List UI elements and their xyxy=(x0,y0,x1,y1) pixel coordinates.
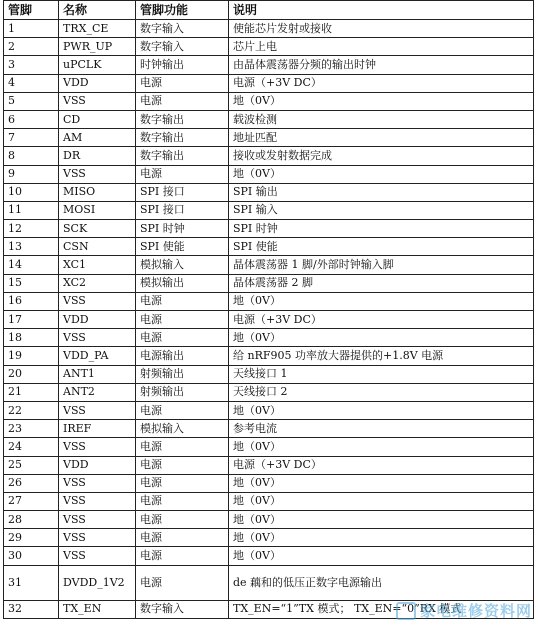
pin-number-cell: 24 xyxy=(4,438,59,456)
pin-number-cell: 13 xyxy=(4,238,59,256)
pin-function-cell: 电源 xyxy=(136,329,229,347)
pin-description-cell: 接收或发射数据完成 xyxy=(229,147,534,165)
pin-function-cell: 电源 xyxy=(136,438,229,456)
pin-description-cell: 地（0V） xyxy=(229,401,534,419)
table-row xyxy=(4,20,534,38)
pin-function-cell: 电源 xyxy=(136,311,229,329)
pin-number-cell: 16 xyxy=(4,292,59,310)
table-row xyxy=(4,456,534,474)
pin-name-cell: CD xyxy=(59,110,136,128)
pin-description-cell: 晶体震荡器 1 脚/外部时钟输入脚 xyxy=(229,256,534,274)
pin-number-cell: 23 xyxy=(4,420,59,438)
pin-number-cell: 1 xyxy=(4,20,59,38)
pin-number-cell: 5 xyxy=(4,92,59,110)
pin-description-cell: 地址匹配 xyxy=(229,129,534,147)
pin-function-cell: 数字输出 xyxy=(136,110,229,128)
pin-description-cell: de 藕和的低压正数字电源输出 xyxy=(229,565,534,600)
table-row xyxy=(4,38,534,56)
watermark-text: 家电维修资料网 xyxy=(419,602,532,620)
pin-function-cell: 电源 xyxy=(136,511,229,529)
pin-function-cell: 射频输出 xyxy=(136,365,229,383)
pin-description-cell: 给 nRF905 功率放大器提供的+1.8V 电源 xyxy=(229,347,534,365)
pin-number-cell: 9 xyxy=(4,165,59,183)
pin-description-cell: 地（0V） xyxy=(229,292,534,310)
pin-description-cell: 使能芯片发射或接收 xyxy=(229,20,534,38)
pin-name-cell: ANT2 xyxy=(59,383,136,401)
pin-function-cell: 数字输入 xyxy=(136,20,229,38)
pin-name-cell: SCK xyxy=(59,220,136,238)
pin-function-cell: 数字输入 xyxy=(136,38,229,56)
pin-name-cell: DR xyxy=(59,147,136,165)
pin-description-cell: SPI 使能 xyxy=(229,238,534,256)
pin-name-cell: VSS xyxy=(59,92,136,110)
pin-name-cell: VDD xyxy=(59,74,136,92)
pin-name-cell: VDD_PA xyxy=(59,347,136,365)
pin-function-cell: 电源 xyxy=(136,92,229,110)
pin-function-cell: 电源 xyxy=(136,565,229,600)
header-pin: 管脚 xyxy=(4,1,59,20)
pin-name-cell: uPCLK xyxy=(59,56,136,74)
pin-function-cell: SPI 接口 xyxy=(136,201,229,219)
table-row xyxy=(4,110,534,128)
pin-description-cell: 芯片上电 xyxy=(229,38,534,56)
pin-description-cell: TX_EN=“1”TX 模式； TX_EN=“0”RX 模式 xyxy=(229,600,534,618)
table-row xyxy=(4,165,534,183)
pin-number-cell: 25 xyxy=(4,456,59,474)
table-row xyxy=(4,274,534,292)
pin-description-cell: 载波检测 xyxy=(229,110,534,128)
pin-description-cell: 地（0V） xyxy=(229,529,534,547)
pin-name-cell: VDD xyxy=(59,456,136,474)
pin-function-cell: SPI 接口 xyxy=(136,183,229,201)
table-row xyxy=(4,220,534,238)
header-name: 名称 xyxy=(59,1,136,20)
pin-name-cell: CSN xyxy=(59,238,136,256)
pin-name-cell: ANT1 xyxy=(59,365,136,383)
table-row xyxy=(4,56,534,74)
pin-number-cell: 10 xyxy=(4,183,59,201)
pin-number-cell: 20 xyxy=(4,365,59,383)
pin-function-cell: SPI 使能 xyxy=(136,238,229,256)
pin-number-cell: 11 xyxy=(4,201,59,219)
pin-name-cell: VSS xyxy=(59,547,136,565)
pin-function-cell: 数字输出 xyxy=(136,147,229,165)
pin-description-cell: 地（0V） xyxy=(229,474,534,492)
pin-function-cell: 电源 xyxy=(136,401,229,419)
pin-function-cell: 电源 xyxy=(136,165,229,183)
table-row xyxy=(4,474,534,492)
pin-number-cell: 2 xyxy=(4,38,59,56)
table-row xyxy=(4,238,534,256)
table-row xyxy=(4,529,534,547)
pin-description-cell: 电源（+3V DC） xyxy=(229,456,534,474)
pin-number-cell: 31 xyxy=(4,565,59,600)
pin-name-cell: AM xyxy=(59,129,136,147)
pin-number-cell: 3 xyxy=(4,56,59,74)
table-row xyxy=(4,511,534,529)
pin-function-cell: 电源 xyxy=(136,492,229,510)
pin-name-cell: MOSI xyxy=(59,201,136,219)
table-row xyxy=(4,74,534,92)
table-row xyxy=(4,492,534,510)
pin-function-cell: 模拟输出 xyxy=(136,274,229,292)
pin-name-cell: VSS xyxy=(59,438,136,456)
pin-description-cell: SPI 输出 xyxy=(229,183,534,201)
table-row xyxy=(4,201,534,219)
table-row xyxy=(4,329,534,347)
table-row xyxy=(4,183,534,201)
pin-number-cell: 22 xyxy=(4,401,59,419)
pin-name-cell: VSS xyxy=(59,511,136,529)
pin-function-cell: 模拟输入 xyxy=(136,420,229,438)
pin-function-cell: 电源 xyxy=(136,456,229,474)
pin-number-cell: 29 xyxy=(4,529,59,547)
pin-number-cell: 15 xyxy=(4,274,59,292)
table-row xyxy=(4,383,534,401)
pin-number-cell: 12 xyxy=(4,220,59,238)
pin-description-cell: 电源（+3V DC） xyxy=(229,74,534,92)
pin-function-cell: 电源 xyxy=(136,474,229,492)
pin-description-cell: 地（0V） xyxy=(229,165,534,183)
pin-number-cell: 32 xyxy=(4,600,59,618)
pin-number-cell: 8 xyxy=(4,147,59,165)
pin-description-cell: 晶体震荡器 2 脚 xyxy=(229,274,534,292)
pin-function-cell: SPI 时钟 xyxy=(136,220,229,238)
pin-number-cell: 6 xyxy=(4,110,59,128)
pin-description-cell: 天线接口 2 xyxy=(229,383,534,401)
pin-description-cell: 天线接口 1 xyxy=(229,365,534,383)
pin-function-cell: 数字输入 xyxy=(136,600,229,618)
header-description: 说明 xyxy=(229,1,534,20)
pin-name-cell: VSS xyxy=(59,329,136,347)
pin-function-cell: 电源 xyxy=(136,547,229,565)
pin-description-cell: 地（0V） xyxy=(229,492,534,510)
pin-name-cell: XC2 xyxy=(59,274,136,292)
pin-function-cell: 模拟输入 xyxy=(136,256,229,274)
pin-name-cell: VSS xyxy=(59,401,136,419)
pin-name-cell: XC1 xyxy=(59,256,136,274)
table-row xyxy=(4,311,534,329)
watermark xyxy=(396,600,532,621)
pin-function-cell: 时钟输出 xyxy=(136,56,229,74)
watermark-logo-icon xyxy=(396,602,416,620)
pin-number-cell: 14 xyxy=(4,256,59,274)
table-row xyxy=(4,438,534,456)
pin-name-cell: VSS xyxy=(59,529,136,547)
table-row xyxy=(4,365,534,383)
table-row xyxy=(4,547,534,565)
pin-name-cell: TX_EN xyxy=(59,600,136,618)
pin-number-cell: 28 xyxy=(4,511,59,529)
pin-number-cell: 26 xyxy=(4,474,59,492)
pin-name-cell: VSS xyxy=(59,474,136,492)
pin-table xyxy=(3,0,534,619)
pin-function-cell: 射频输出 xyxy=(136,383,229,401)
pin-name-cell: VSS xyxy=(59,165,136,183)
table-row xyxy=(4,129,534,147)
pin-number-cell: 21 xyxy=(4,383,59,401)
pin-function-cell: 数字输出 xyxy=(136,129,229,147)
table-row xyxy=(4,347,534,365)
pin-description-cell: 参考电流 xyxy=(229,420,534,438)
pin-description-cell: 地（0V） xyxy=(229,329,534,347)
header-row xyxy=(4,1,534,20)
pin-description-cell: 电源（+3V DC） xyxy=(229,311,534,329)
pin-function-cell: 电源 xyxy=(136,292,229,310)
table-row xyxy=(4,292,534,310)
pin-name-cell: VSS xyxy=(59,292,136,310)
pin-description-cell: 地（0V） xyxy=(229,547,534,565)
header-function: 管脚功能 xyxy=(136,1,229,20)
pin-description-cell: SPI 时钟 xyxy=(229,220,534,238)
pin-number-cell: 19 xyxy=(4,347,59,365)
pin-number-cell: 4 xyxy=(4,74,59,92)
pin-table-body xyxy=(4,20,534,619)
pin-function-cell: 电源输出 xyxy=(136,347,229,365)
table-row xyxy=(4,147,534,165)
pin-number-cell: 7 xyxy=(4,129,59,147)
pin-name-cell: TRX_CE xyxy=(59,20,136,38)
pin-description-cell: 地（0V） xyxy=(229,92,534,110)
pin-description-cell: 地（0V） xyxy=(229,438,534,456)
pin-name-cell: IREF xyxy=(59,420,136,438)
pin-description-cell: SPI 输入 xyxy=(229,201,534,219)
table-row xyxy=(4,256,534,274)
pin-function-cell: 电源 xyxy=(136,74,229,92)
table-row xyxy=(4,565,534,600)
pin-name-cell: DVDD_1V2 xyxy=(59,565,136,600)
pin-name-cell: VDD xyxy=(59,311,136,329)
pin-name-cell: PWR_UP xyxy=(59,38,136,56)
pin-description-cell: 地（0V） xyxy=(229,511,534,529)
table-row xyxy=(4,401,534,419)
pin-number-cell: 18 xyxy=(4,329,59,347)
pin-number-cell: 17 xyxy=(4,311,59,329)
table-row xyxy=(4,92,534,110)
pin-name-cell: VSS xyxy=(59,492,136,510)
pin-name-cell: MISO xyxy=(59,183,136,201)
pin-description-cell: 由晶体震荡器分频的输出时钟 xyxy=(229,56,534,74)
table-row xyxy=(4,420,534,438)
pin-function-cell: 电源 xyxy=(136,529,229,547)
pin-number-cell: 27 xyxy=(4,492,59,510)
pin-number-cell: 30 xyxy=(4,547,59,565)
